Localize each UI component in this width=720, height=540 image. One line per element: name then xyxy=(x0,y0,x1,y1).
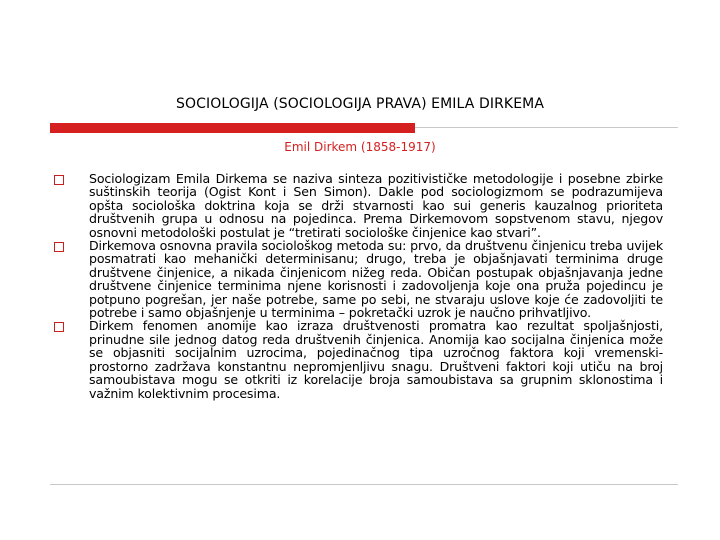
bullet-text: Dirkem fenomen anomije kao izraza društvenosti promatra kao rezultat spoljašnjosti, prinudne sile jednog datog reda društvenih činjenica. Anomija kao socijalna činjenica može se objasniti socijalnim uzrocima, pojedinačnog tipa uzročnog faktora koji vremenski-prostorno zadržava konstantnu nepromjenljivu snagu. Društveni faktori koji utiču na broj samoubistava mogu se otkriti iz korelacije broja samoubistava sa grupnim sklonostima i važnim kolektivnim procesima. xyxy=(89,318,663,401)
bullet-item xyxy=(51,319,663,399)
title-accent-bar xyxy=(50,123,415,133)
slide-title: SOCIOLOGIJA (SOCIOLOGIJA PRAVA) EMILA DIRKEMA xyxy=(175,96,544,112)
hollow-square-bullet-icon xyxy=(54,175,64,185)
hollow-square-bullet-icon xyxy=(54,242,64,252)
bullet-text: Sociologizam Emila Dirkema se naziva sinteza pozitivističke metodologije i posebne zbirke suštinskih teorija (Ogist Kont i Sen Simon). Dakle pod sociologizmom se podrazumijeva opšta sociološka doktrina koja se drži stvarnosti kao sui generis kauzalnog prioriteta društvenih grupa u odnosu na pojedinca. Prema Dirkemovom sopstvenom stavu, njegov osnovni metodološki postulat je “tretirati sociološke činjenice kao stvari”. xyxy=(89,171,663,240)
bullet-text: Dirkemova osnovna pravila sociološkog metoda su: prvo, da društvenu činjenicu treba uvijek posmatrati kao mehanički determinisanu; drugo, treba je objašnjavati terminima druge društvene činjenice, a nikada činjenicom nižeg reda. Običan postupak objašnjavanja jedne društvene činjenice terminima njene korisnosti i zadovoljenja koje ona pruža pojedincu je potpuno pogrešan, jer naše potrebe, same po sebi, ne stvaraju uslove koje će zadovoljiti te potrebe i samo objašnjenje u terminima – pokretački uzrok je naučno prihvatljivo. xyxy=(89,238,663,321)
bullet-item xyxy=(51,239,663,319)
slide-subtitle: Emil Dirkem (1858-1917) xyxy=(284,140,436,154)
bullet-item xyxy=(51,172,663,239)
bottom-rule-line xyxy=(50,484,678,485)
hollow-square-bullet-icon xyxy=(54,322,64,332)
bullet-list xyxy=(51,172,663,400)
